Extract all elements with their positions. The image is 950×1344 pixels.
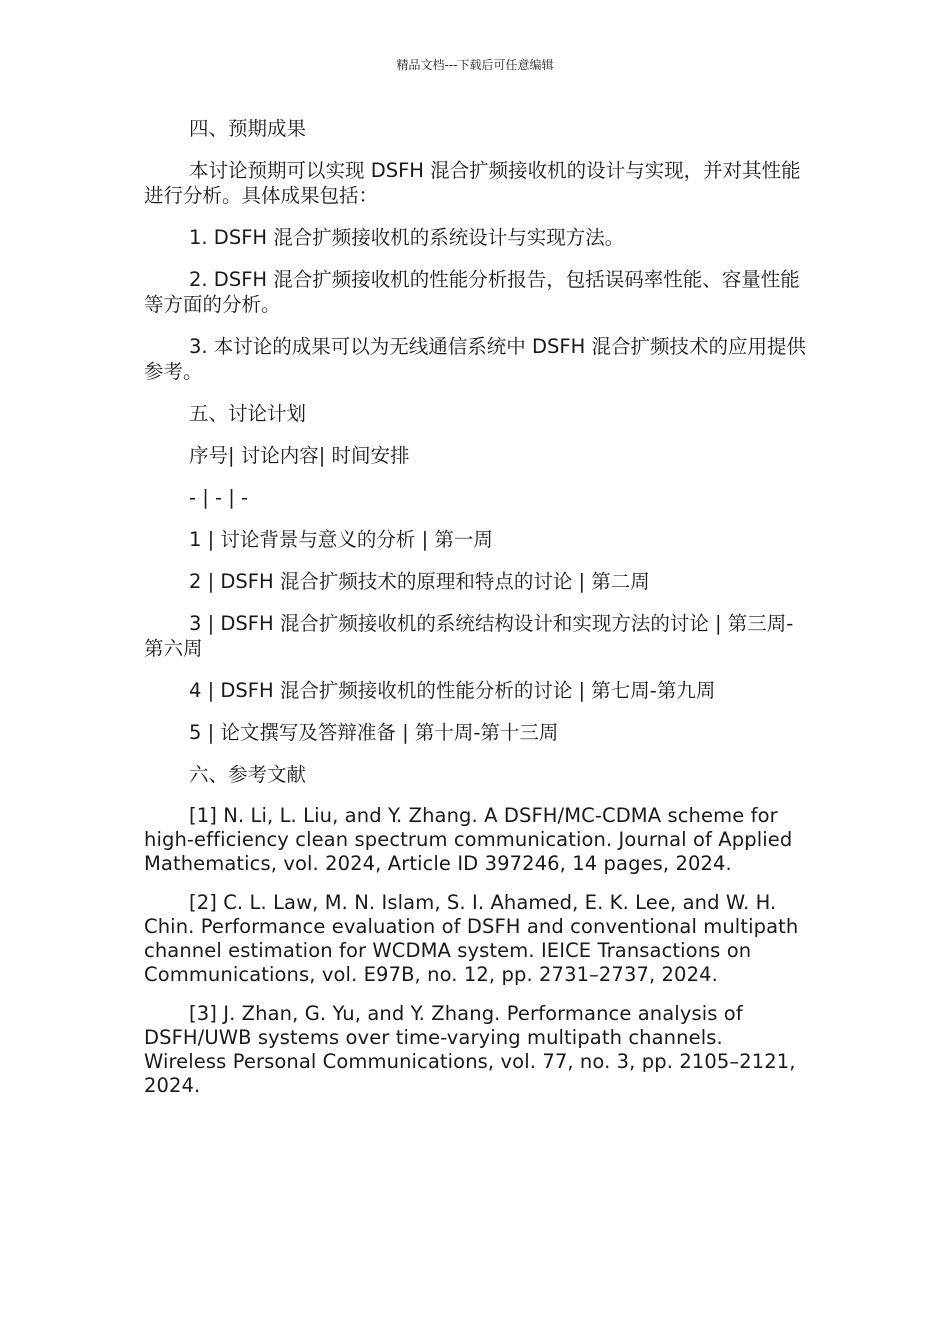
plan-table-row: 5 | 论文撰写及答辩准备 | 第十周-第十三周	[189, 721, 559, 744]
plan-table-separator: - | - | -	[189, 486, 249, 509]
expected-results-intro: 本讨论预期可以实现 DSFH 混合扩频接收机的设计与实现，并对其性能进行分析。具体成果包括：	[144, 159, 801, 207]
reference-item: [1] N. Li, L. Liu, and Y. Zhang. A DSFH/MC-CDMA scheme for high-efficiency clean spectrum communication. Journal of Applied Mathematics, vol. 2024, Article ID 397246, 14 pages, 2024.	[144, 804, 793, 875]
expected-result-item: 3. 本讨论的成果可以为无线通信系统中 DSFH 混合扩频技术的应用提供参考。	[144, 335, 806, 383]
section-heading-references: 六、参考文献	[189, 763, 307, 786]
section-heading-plan: 五、讨论计划	[189, 402, 307, 425]
reference-item: [2] C. L. Law, M. N. Islam, S. I. Ahamed, E. K. Lee, and W. H. Chin. Performance evaluation of DSFH and conventional multipath channel estimation for WCDMA system. IEICE Transactions on Communications, vol. E97B, no. 12, pp. 2731–2737, 2024.	[144, 891, 799, 986]
reference-item: [3] J. Zhan, G. Yu, and Y. Zhang. Performance analysis of DSFH/UWB systems over time-varying multipath channels. Wireless Personal Communications, vol. 77, no. 3, pp. 2105–2121, 2024.	[144, 1002, 796, 1097]
plan-table-row: 4 | DSFH 混合扩频接收机的性能分析的讨论 | 第七周-第九周	[189, 679, 716, 702]
page-header: 精品文档---下载后可任意编辑	[396, 58, 554, 72]
section-heading-expected-results: 四、预期成果	[189, 117, 307, 140]
plan-table-row: 1 | 讨论背景与意义的分析 | 第一周	[189, 528, 493, 551]
document-body	[144, 116, 808, 1113]
plan-table-header: 序号| 讨论内容| 时间安排	[189, 444, 410, 467]
plan-table-row: 2 | DSFH 混合扩频技术的原理和特点的讨论 | 第二周	[189, 570, 650, 593]
plan-table-row: 3 | DSFH 混合扩频接收机的系统结构设计和实现方法的讨论 | 第三周-第六周	[144, 612, 794, 660]
expected-result-item: 2. DSFH 混合扩频接收机的性能分析报告，包括误码率性能、容量性能等方面的分析。	[144, 268, 800, 316]
expected-result-item: 1. DSFH 混合扩频接收机的系统设计与实现方法。	[189, 226, 625, 249]
